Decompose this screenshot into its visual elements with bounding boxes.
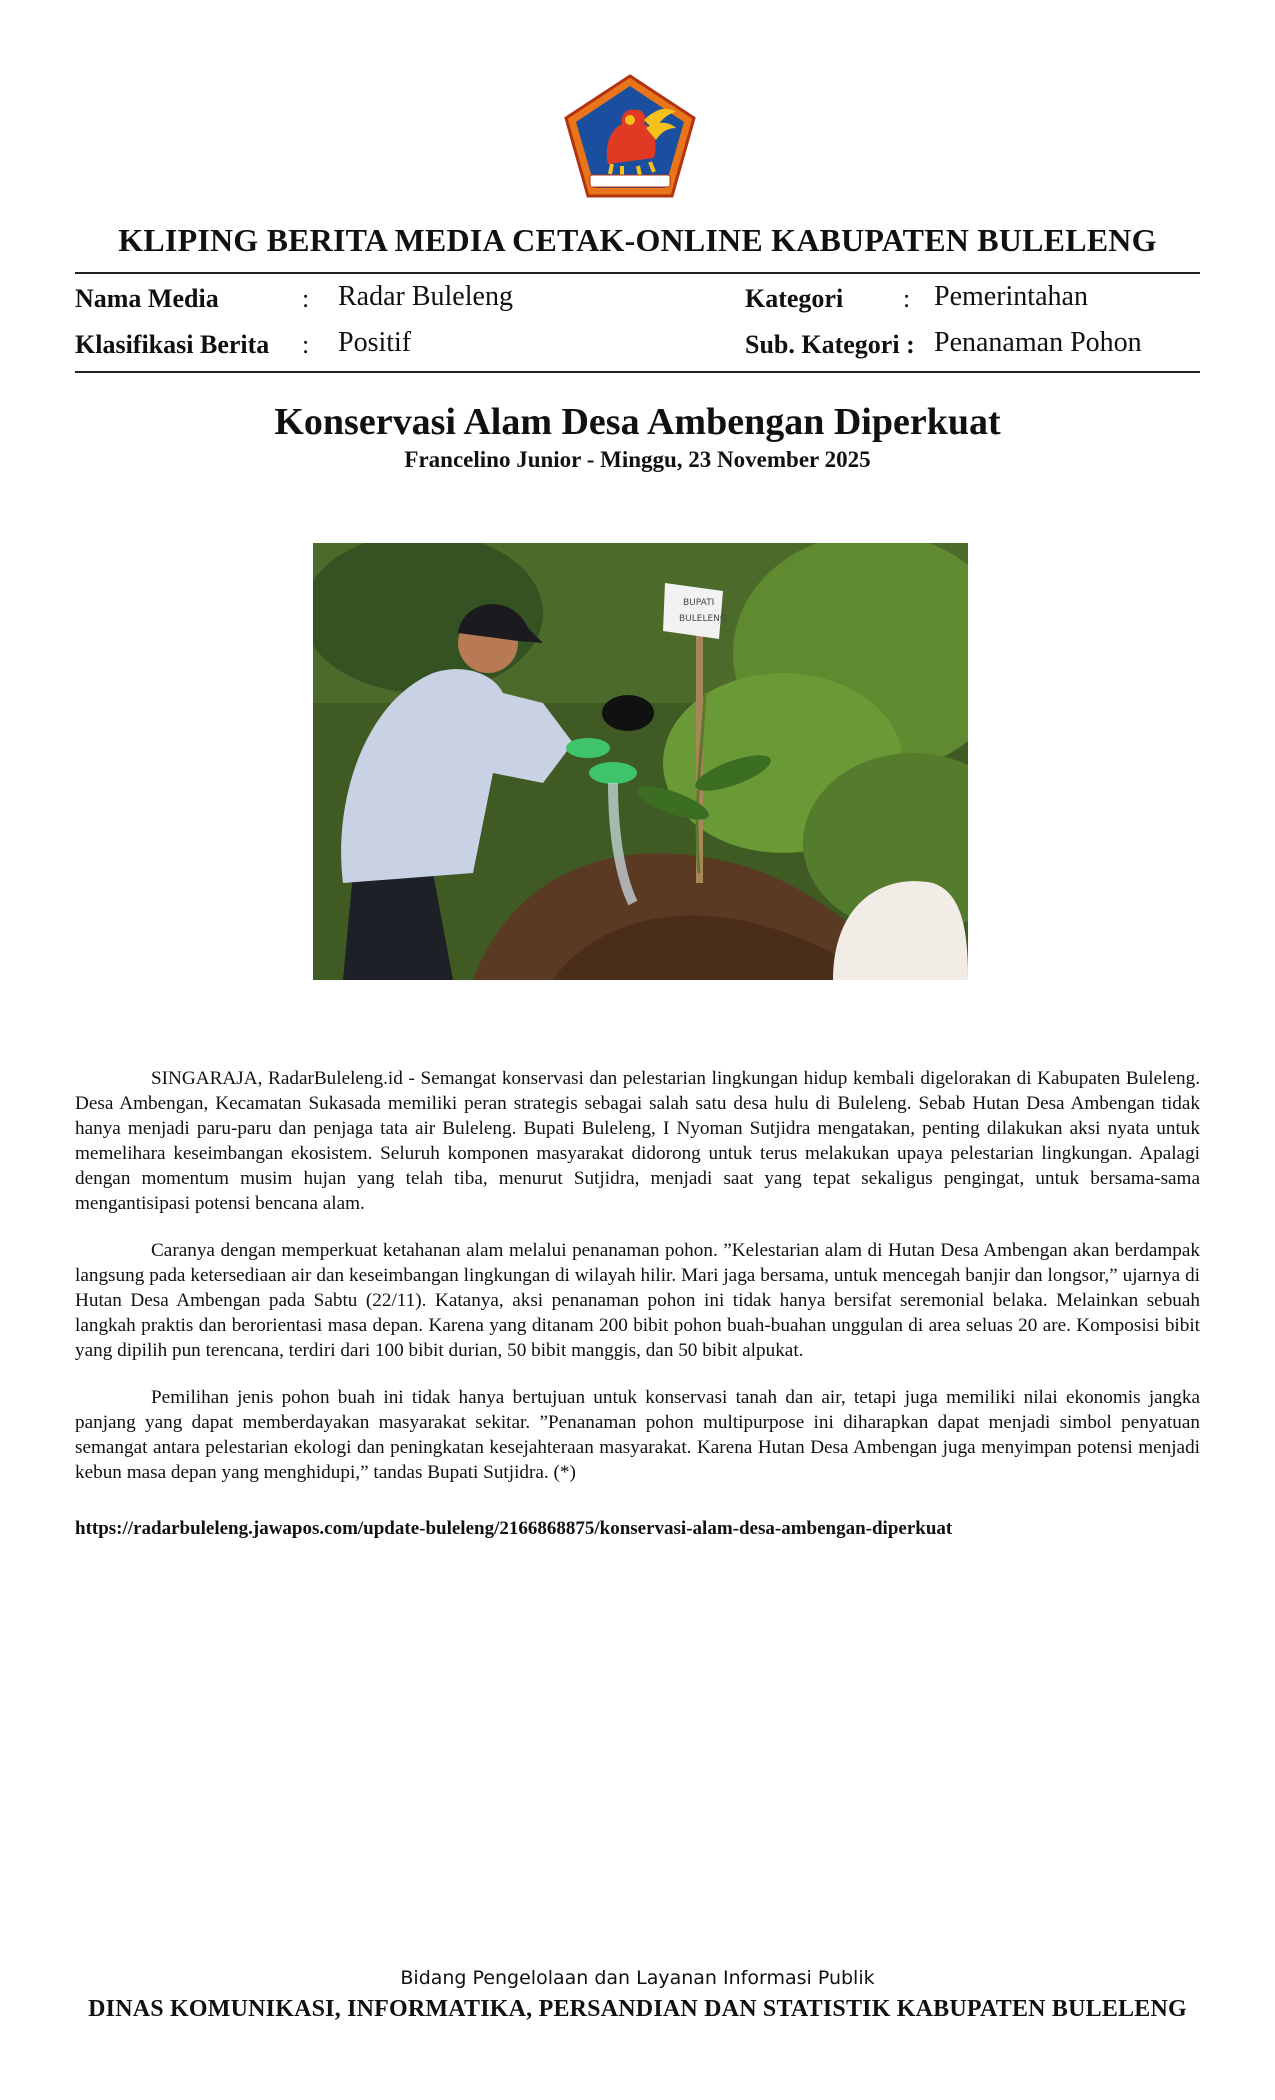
header-divider-top (75, 272, 1200, 274)
article-source-url[interactable]: https://radarbuleleng.jawapos.com/update-buleleng/2166868875/konservasi-alam-desa-ambengan-diperkuat (75, 1518, 953, 1539)
classification-value: Positif (338, 327, 412, 358)
footer-division: Bidang Pengelolaan dan Layanan Informasi Publik (400, 1967, 875, 1989)
sign-line-2: BULELENG (679, 614, 727, 624)
document-header-title: KLIPING BERITA MEDIA CETAK-ONLINE KABUPATEN BULELENG (118, 222, 1157, 258)
subcategory-label: Sub. Kategori : (745, 330, 915, 359)
header-divider-bottom (75, 371, 1200, 373)
kabupaten-buleleng-emblem (560, 72, 700, 202)
article-body (75, 1066, 1200, 1507)
classification-label: Klasifikasi Berita (75, 330, 270, 359)
category-label: Kategori (745, 284, 844, 313)
sign-line-1: BUPATI (683, 598, 715, 608)
category-colon: : (903, 284, 911, 313)
media-name-value: Radar Buleleng (338, 281, 513, 312)
footer-organization: DINAS KOMUNIKASI, INFORMATIKA, PERSANDIAN DAN STATISTIK KABUPATEN BULELENG (88, 1996, 1187, 2022)
article-paragraph-2: Caranya dengan memperkuat ketahanan alam melalui penanaman pohon. ”Kelestarian alam di Hutan Desa Ambengan akan berdampak langsung pada ketersediaan air dan keseimbangan lingkungan di wilayah hilir. Mari jaga bersama, untuk mencegah banjir dan longsor,” ujarnya di Hutan Desa Ambengan pada Sabtu (22/11). Katanya, aksi penanaman pohon ini tidak hanya bersifat seremonial belaka. Melainkan sebuah langkah praktis dan berorientasi masa depan. Karena yang ditanam 200 bibit pohon buah-buahan unggulan di area seluas 20 are. Komposisi bibit yang dipilih pun terencana, terdiri dari 100 bibit durian, 50 bibit manggis, dan 50 bibit alpukat. (75, 1240, 1200, 1361)
media-name-colon: : (302, 284, 310, 313)
article-paragraph-3: Pemilihan jenis pohon buah ini tidak hanya bertujuan untuk konservasi tanah dan air, tetapi juga memiliki nilai ekonomis jangka panjang yang dapat memberdayakan masyarakat sekitar. ”Penanaman pohon multipurpose ini diharapkan dapat menjadi simbol penyatuan semangat antara pelestarian ekologi dan peningkatan kesejahteraan masyarakat. Karena Hutan Desa Ambengan juga menyimpan potensi menjadi kebun masa depan yang menghidupi,” tandas Bupati Sutjidra. (*) (75, 1387, 1200, 1483)
article-paragraph-1: SINGARAJA, RadarBuleleng.id - Semangat konservasi dan pelestarian lingkungan hidup kembali digelorakan di Kabupaten Buleleng. Desa Ambengan, Kecamatan Sukasada memiliki peran strategis sebagai salah satu desa hulu di Buleleng. Sebab Hutan Desa Ambengan tidak hanya menjadi paru-paru dan penjaga tata air Buleleng. Bupati Buleleng, I Nyoman Sutjidra mengatakan, penting dilakukan aksi nyata untuk memelihara keseimbangan ekosistem. Seluruh komponen masyarakat didorong untuk terus melakukan upaya pelestarian lingkungan. Apalagi dengan momentum musim hujan yang telah tiba, menurut Sutjidra, menjadi saat yang tepat sekaligus pengingat, untuk bersama-sama mengantisipasi potensi bencana alam. (75, 1068, 1200, 1214)
media-name-label: Nama Media (75, 284, 219, 313)
article-photo (313, 543, 968, 980)
classification-colon: : (302, 330, 310, 359)
category-value: Pemerintahan (934, 281, 1088, 312)
subcategory-value: Penanaman Pohon (934, 327, 1142, 358)
article-title: Konservasi Alam Desa Ambengan Diperkuat (274, 401, 1001, 443)
article-byline: Francelino Junior - Minggu, 23 November 2025 (404, 447, 871, 472)
